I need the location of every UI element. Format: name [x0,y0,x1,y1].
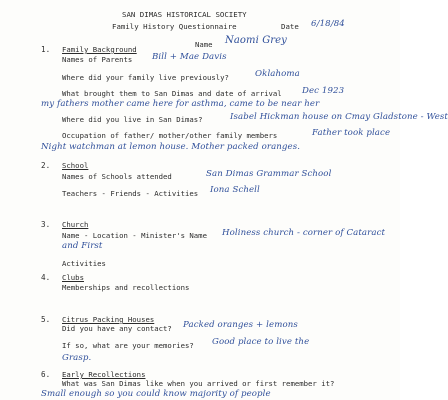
org-title: SAN DIMAS HISTORICAL SOCIETY [122,10,247,19]
church-name-label: Name - Location - Minister's Name [62,231,207,240]
section-6-number: 6. [41,370,51,379]
date-value: 6/18/84 [311,19,345,29]
parents-label: Names of Parents [62,55,133,64]
occupation-value: Father took place [312,128,391,138]
section-2-title: School [62,161,89,170]
form-title: Family History Questionnaire [112,22,237,31]
section-1-title: Family Background [62,45,137,54]
section-4-title: Clubs [62,273,84,282]
memories-continued: Grasp. [62,353,92,363]
contact-label: Did you have any contact? [62,324,172,333]
teachers-value: Iona Schell [210,185,260,195]
section-6-title: Early Recollections [62,370,146,379]
section-5-number: 5. [41,315,51,324]
parents-value: Bill + Mae Davis [152,52,227,62]
section-2-number: 2. [41,161,51,170]
name-value: Naomi Grey [225,35,287,46]
teachers-label: Teachers - Friends - Activities [62,189,199,198]
arrival-reason-value: my fathers mother came here for asthma, came to be near her [41,99,320,109]
date-label: Date [281,22,299,31]
section-5-title: Citrus Packing Houses [62,315,155,324]
section-3-title: Church [62,220,89,229]
contact-value: Packed oranges + lemons [183,320,298,330]
schools-value: San Dimas Grammar School [206,169,332,179]
occupation-label: Occupation of father/ mother/other family members [62,131,278,140]
previous-residence-label: Where did your family live previously? [62,73,229,82]
section-3-number: 3. [41,220,51,229]
arrival-label: What brought them to San Dimas and date of arrival [62,89,282,98]
previous-residence-value: Oklahoma [255,69,300,79]
recollections-value: Small enough so you could know majority of people [41,389,271,399]
church-name-continued: and First [62,241,103,251]
section-1-number: 1. [41,45,51,54]
recollections-label: What was San Dimas like when you arrived or first remember it? [62,379,335,388]
memories-value: Good place to live the [212,337,310,347]
occupation-continued: Night watchman at lemon house. Mother packed oranges. [41,142,301,152]
church-activities-label: Activities [62,259,106,268]
memories-label: If so, what are your memories? [62,341,194,350]
name-label: Name [195,40,213,49]
section-4-number: 4. [41,273,51,282]
schools-label: Names of Schools attended [62,172,172,181]
arrival-date-value: Dec 1923 [302,86,345,96]
memberships-label: Memberships and recollections [62,283,190,292]
residence-value: Isabel Hickman house on Cmay Gladstone - West [230,112,448,122]
residence-label: Where did you live in San Dimas? [62,115,203,124]
church-name-value: Holiness church - corner of Cataract [222,228,386,238]
